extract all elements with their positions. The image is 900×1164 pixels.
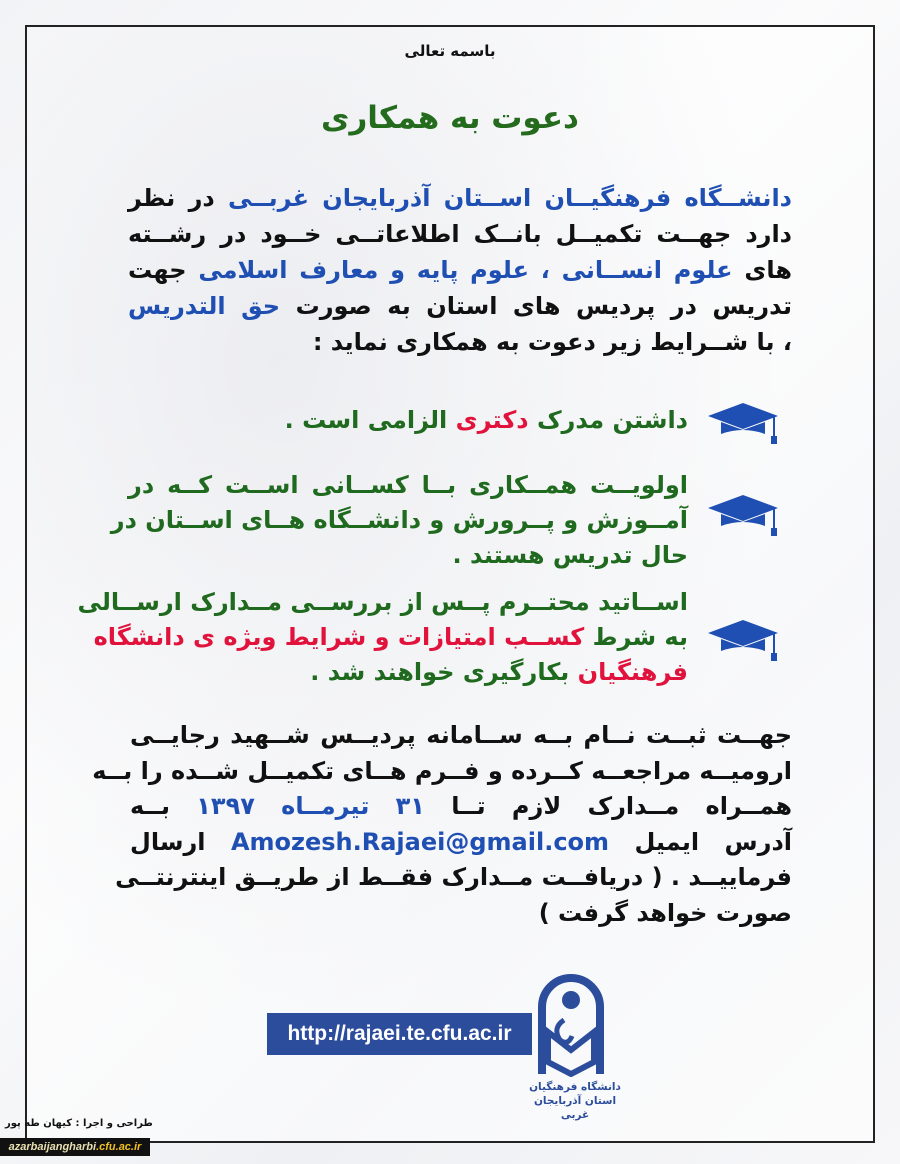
intro-paragraph bbox=[128, 180, 792, 360]
text-line bbox=[110, 503, 688, 538]
source-watermark bbox=[0, 1138, 150, 1156]
watermark-domain: azarbaijangharbi bbox=[8, 1141, 97, 1153]
text-segment: بــه bbox=[130, 792, 197, 820]
registration-paragraph bbox=[92, 718, 792, 931]
condition-item bbox=[110, 468, 688, 573]
text-line bbox=[92, 754, 792, 790]
condition-item bbox=[128, 403, 688, 438]
text-line bbox=[93, 620, 688, 655]
text-segment: ارومیــه مراجعــه کــرده و فــرم هــای تکمیــل شــده را بــه bbox=[92, 756, 792, 785]
condition-item bbox=[77, 585, 688, 690]
text-segment: ۳۱ تیرمــاه ۱۳۹۷ bbox=[196, 792, 425, 820]
text-segment: کســب امتیازات و شرایط ویژه ی دانشگاه bbox=[93, 623, 585, 651]
text-segment: فرهنگیان bbox=[577, 658, 688, 686]
text-line bbox=[128, 180, 792, 216]
bismillah-heading: باسمه تعالی bbox=[404, 42, 496, 60]
text-segment: جهت bbox=[128, 256, 199, 284]
text-segment: تدریس در پردیس های استان به صورت bbox=[280, 292, 793, 320]
text-segment: آمــوزش و پــرورش و دانشــگاه هــای اســتان در bbox=[110, 506, 688, 534]
text-segment: ، با شــرایط زیر دعوت به همکاری نماید : bbox=[312, 328, 792, 356]
text-line bbox=[130, 718, 792, 754]
text-line bbox=[115, 860, 792, 896]
text-segment: ارسال bbox=[130, 827, 231, 856]
text-line bbox=[77, 585, 688, 620]
text-segment: حق التدریس bbox=[128, 292, 281, 320]
logo-caption-line2: استان آذربایجان غربی bbox=[533, 1095, 617, 1121]
graduation-cap-icon bbox=[706, 400, 780, 446]
text-line bbox=[128, 216, 792, 252]
logo-caption-line1: دانشگاه فرهنگیان bbox=[529, 1081, 621, 1093]
text-segment: Amozesh.Rajaei@gmail.com bbox=[230, 827, 610, 856]
text-line bbox=[130, 825, 792, 861]
text-segment: آدرس ایمیل bbox=[609, 827, 792, 856]
text-segment: دانشــگاه فرهنگیــان اســتان آذربایجان غربــی bbox=[227, 184, 792, 212]
text-line bbox=[128, 324, 792, 360]
text-line bbox=[130, 896, 792, 932]
text-line bbox=[128, 252, 792, 288]
text-segment: به شرط bbox=[584, 623, 688, 651]
text-segment: همــراه مــدارک لازم تــا bbox=[424, 792, 792, 820]
text-line bbox=[128, 468, 688, 503]
text-segment: الزامی است . bbox=[284, 406, 456, 434]
text-segment: فرماییــد . ( دریافــت مــدارک فقــط از طریــق اینترنتــی bbox=[115, 863, 792, 891]
text-line bbox=[128, 538, 688, 573]
graduation-cap-icon bbox=[706, 492, 780, 538]
watermark-suffix: .cfu.ac.ir bbox=[96, 1141, 142, 1153]
design-credit: طراحی و اجرا : کیهان طه پور bbox=[5, 1118, 153, 1129]
text-segment: اســاتید محتــرم پــس از بررســی مــدارک ارســالی bbox=[77, 588, 688, 616]
logo-caption bbox=[520, 1080, 630, 1122]
university-logo-icon bbox=[534, 962, 608, 1077]
text-segment: جهــت ثبــت نــام بــه ســامانه پردیــس شــهید رجایــی bbox=[130, 721, 792, 749]
text-segment: های bbox=[732, 256, 792, 284]
graduation-cap-icon bbox=[706, 617, 780, 663]
text-segment: علوم انســانی ، علوم پایه و معارف اسلامی bbox=[198, 256, 733, 284]
text-line bbox=[128, 655, 688, 690]
text-line bbox=[128, 288, 792, 324]
text-segment: صورت خواهد گرفت ) bbox=[538, 898, 792, 927]
text-line bbox=[130, 789, 792, 825]
text-line bbox=[128, 403, 688, 438]
text-segment: دکتری bbox=[455, 406, 529, 434]
website-url-link[interactable]: http://rajaei.te.cfu.ac.ir bbox=[267, 1013, 532, 1055]
page-title: دعوت به همکاری bbox=[321, 100, 579, 136]
text-segment: داشتن مدرک bbox=[528, 406, 688, 434]
text-segment: دارد جهــت تکمیــل بانــک اطلاعاتــی خــود در رشــته bbox=[128, 220, 792, 248]
text-segment: اولویــت همــکاری بــا کســانی اســت کــه در bbox=[128, 471, 688, 499]
text-segment: حال تدریس هستند . bbox=[452, 541, 688, 569]
text-segment: در نظر bbox=[128, 184, 228, 212]
text-segment: بکارگیری خواهند شد . bbox=[310, 658, 578, 686]
